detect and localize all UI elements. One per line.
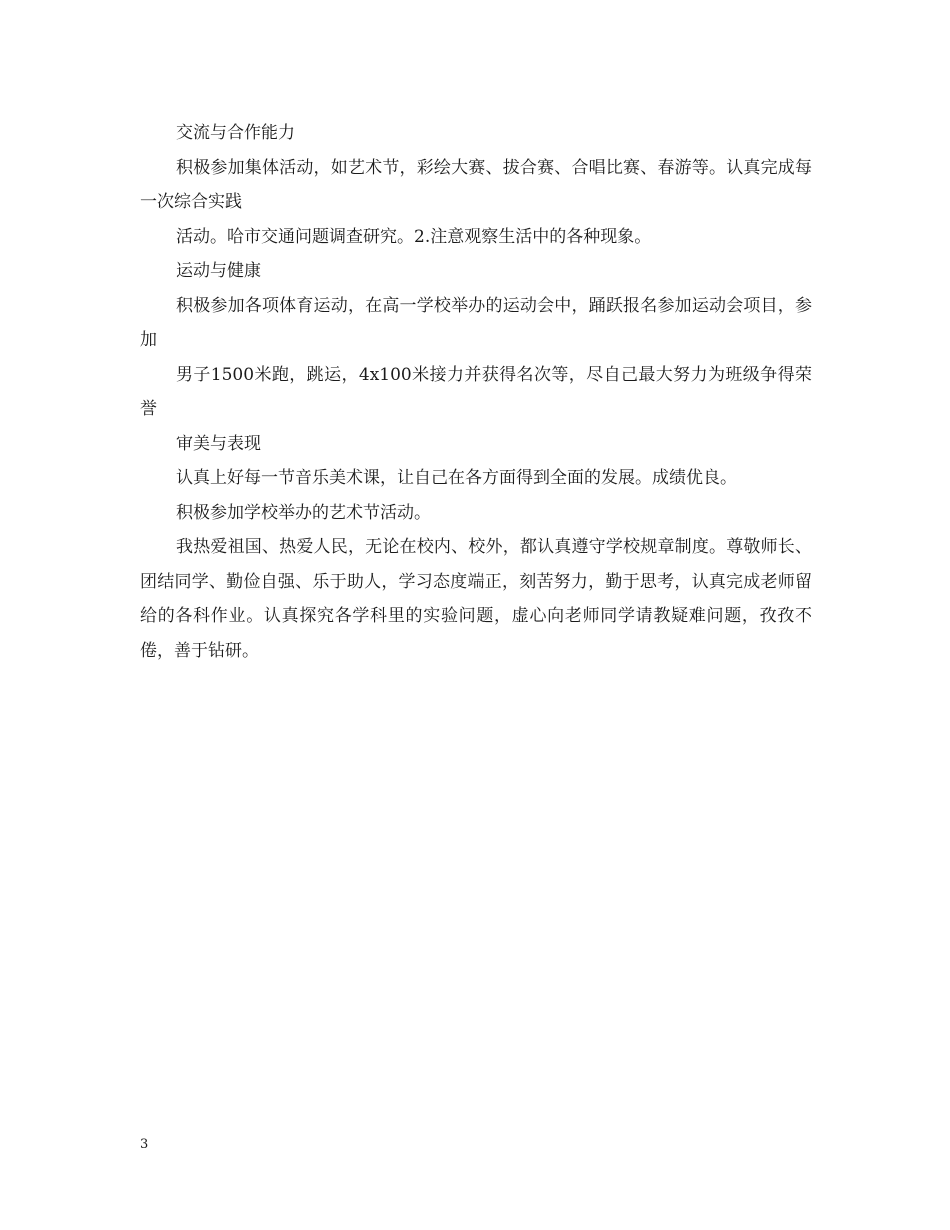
paragraph-self-summary: 我热爱祖国、热爱人民，无论在校内、校外，都认真遵守学校规章制度。尊敬师长、团结同学、勤俭自强、乐于助人，学习态度端正，刻苦努力，勤于思考，认真完成老师留给的各科作业。认真探究各学科里的实验问题，虚心向老师同学请教疑难问题，孜孜不倦，善于钻研。 <box>140 537 812 661</box>
heading-aesthetics-expression: 审美与表现 <box>176 433 261 454</box>
paragraph-music-art-class: 认真上好每一节音乐美术课，让自己在各方面得到全面的发展。成绩优良。 <box>176 468 737 488</box>
document-body <box>140 116 812 668</box>
paragraph-art-festival: 积极参加学校举办的艺术节活动。 <box>176 502 431 523</box>
page-number: 3 <box>140 1137 149 1152</box>
paragraph-collective-activities: 积极参加集体活动，如艺术节，彩绘大赛、拔合赛、合唱比赛、春游等。认真完成每一次综合实践 <box>140 157 812 212</box>
heading-sports-health: 运动与健康 <box>176 261 261 281</box>
paragraph-sports-meeting: 积极参加各项体育运动，在高一学校举办的运动会中，踊跃报名参加运动会项目，参加 <box>140 295 812 350</box>
paragraph-traffic-research: 活动。哈市交通问题调查研究。2.注意观察生活中的各种现象。 <box>176 226 652 247</box>
paragraph-race-results: 男子1500米跑，跳运，4x100米接力并获得名次等，尽自己最大努力为班级争得荣誉 <box>140 364 812 419</box>
heading-communication-cooperation: 交流与合作能力 <box>176 123 295 143</box>
